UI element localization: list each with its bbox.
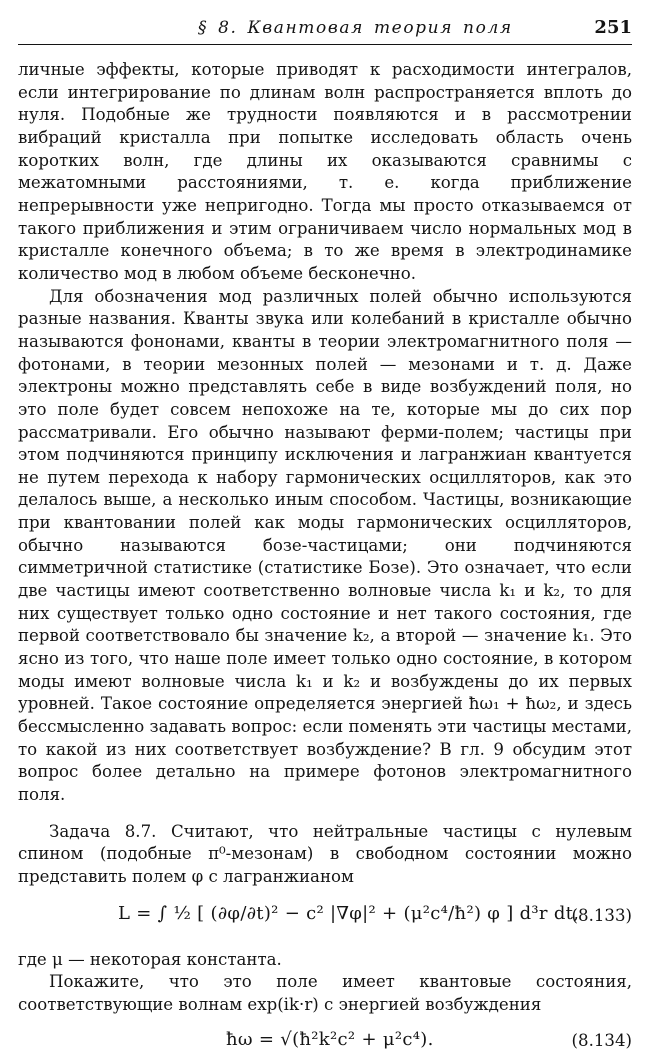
problem-statement: Задача 8.7. Считают, что нейтральные частицы с нулевым спином (подобные π⁰-мезонам) в свободном состоянии можно представить полем φ с лагранжианом — [18, 821, 632, 886]
paragraph-field-modes: Для обозначения мод различных полей обычно используются разные названия. Кванты звука или колебаний в кристалле обычно называются фононами, кванты в теории электромагнитного поля — фотонами, в теории мезонных полей — мезонами и т. д. Даже электроны можно представлять себе в виде возбуждений поля, но это поле будет совсем непохоже на те, которые мы до сих пор рассматривали. Его обычно называют ферми-полем; частицы при этом подчиняются принципу исключения и лагранжиан квантуется не путем перехода к набору гармонических осцилляторов, как это делалось выше, а несколько иным способом. Частицы, возникающие при квантовании полей как моды гармонических осцилляторов, обычно называются бозе-частицами; они подчиняются симметричной статистике (статистике Бозе). Это означает, что если две частицы имеют соответственно волновые числа k₁ и k₂, то для них существует только одно состояние и нет такого состояния, где первой соответствовало бы значение k₂, а второй — значение k₁. Это ясно из того, что наше поле имеет только одно состояние, в котором моды имеют волновые числа k₁ и k₂ и возбуждены до их первых уровней. Такое состояние определяется энергией ħω₁ + ħω₂, и здесь бессмысленно задавать вопрос: если поменять эти частицы местами, то какой из них соответствует возбуждение? В гл. 9 обсудим этот вопрос более детально на примере фотонов электромагнитного поля. — [18, 286, 632, 804]
energy-formula: ħω = √(ħ²k²c² + μ²c⁴). — [226, 1028, 434, 1050]
lagrangian-formula: L = ∫ ½ [ (∂φ/∂t)² − c² |∇φ|² + (μ²c⁴/ħ²) φ ] d³r dt, — [118, 902, 580, 924]
constant-note: где μ — некоторая константа. — [18, 949, 282, 969]
equation-8-134 — [18, 1025, 632, 1059]
header-title: § 8. Квантовая теория поля — [198, 18, 513, 38]
equation-number: (8.134) — [571, 1030, 632, 1050]
equation-number: (8.133) — [571, 905, 632, 925]
paragraph-continued: личные эффекты, которые приводят к расходимости интегралов, если интегрирование по длинам волн распространяется вплоть до нуля. Подобные же трудности появляются и в рассмотрении вибраций кристалла при попытке исследовать область очень коротких волн, где длины их оказываются сравнимы с межатомными расстояниями, т. е. когда приближение непрерывности уже непригодно. Тогда мы просто отказываемся от такого приближения и этим ограничиваем число нормальных мод в кристалле конечного объема; в то же время в электродинамике количество мод в любом объеме бесконечно. — [18, 60, 632, 283]
section-gap — [18, 807, 632, 821]
page-body — [18, 59, 632, 1063]
page-number: 251 — [594, 17, 632, 38]
problem-task: Покажите, что это поле имеет квантовые состояния, соответствующие волнам exp(ik·r) с энергией возбуждения — [18, 972, 632, 1014]
equation-8-133 — [18, 895, 632, 945]
running-header — [18, 10, 632, 45]
